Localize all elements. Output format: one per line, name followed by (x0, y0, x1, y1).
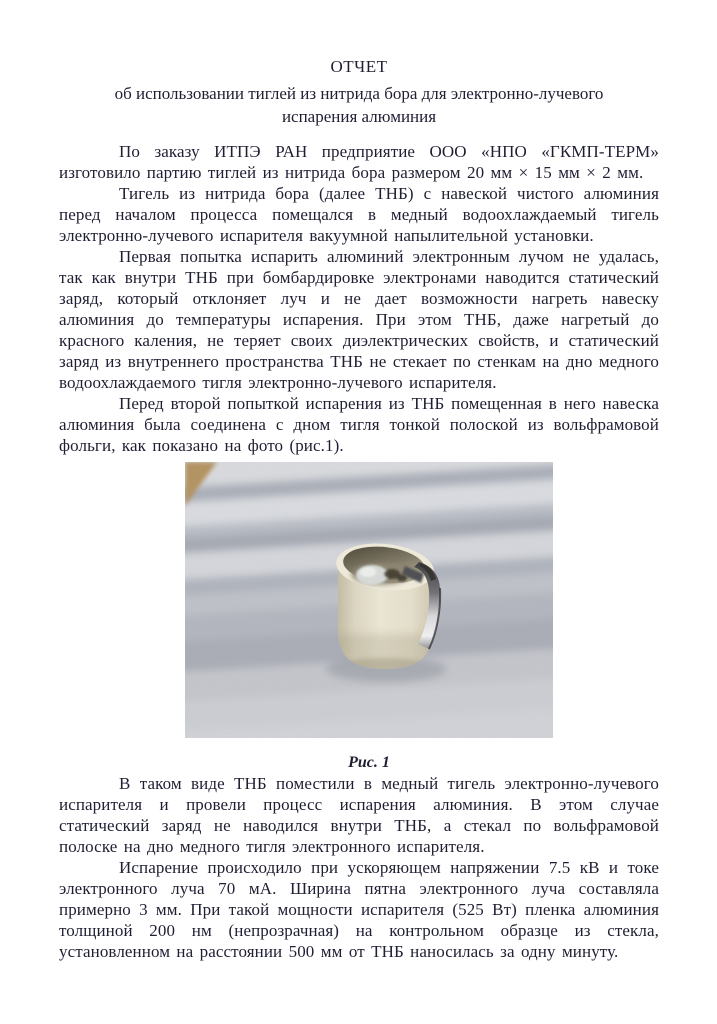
crucible-photo (185, 462, 553, 738)
report-title: ОТЧЕТ (330, 57, 388, 76)
figure-caption: Рис. 1 (348, 754, 390, 771)
report-subtitle: об использовании тиглей из нитрида бора для электронно-лучевого испарения алюминия (114, 84, 604, 126)
paragraph-5: В таком виде ТНБ поместили в медный тигель электронно-лучевого испарителя и провели процесс испарения алюминия. В этом случае статический заряд не наводился внутри ТНБ, а стекал по вольфрамовой полоске на дно медного тигля электронного испарителя. (59, 774, 659, 856)
paragraph-4: Перед второй попыткой испарения из ТНБ помещенная в него навеска алюминия была соединена с дном тигля тонкой полоской из вольфрамовой фольги, как показано на фото (рис.1). (59, 394, 659, 455)
paragraph-6: Испарение происходило при ускоряющем напряжении 7.5 кВ и токе электронного луча 70 мА. Ширина пятна электронного луча составляла примерно 3 мм. При такой мощности испарителя (525 Вт) пленка алюминия толщиной 200 нм (непрозрачная) на контрольном образце из стекла, установленном на расстоянии 500 мм от ТНБ наносилась за одну минуту. (59, 858, 659, 961)
report-body (59, 141, 659, 962)
paragraph-3: Первая попытка испарить алюминий электронным лучом не удалась, так как внутри ТНБ при бомбардировке электронами наводится статический заряд, который отклоняет луч и не дает возможности нагреть навеску алюминия до температуры испарения. При этом ТНБ, даже нагретый до красного каления, не теряет своих диэлектрических свойств, и статический заряд из внутреннего пространства ТНБ не стекает по стенкам на дно медного водоохлаждаемого тигля электронно-лучевого испарителя. (59, 247, 659, 392)
paragraph-2: Тигель из нитрида бора (далее ТНБ) с навеской чистого алюминия перед началом процесса помещался в медный водоохлаждаемый тигель электронно-лучевого испарителя вакуумной напылительной установки. (59, 184, 659, 245)
paragraph-1: По заказу ИТПЭ РАН предприятие ООО «НПО «ГКМП-ТЕРМ» изготовило партию тиглей из нитрида бора размером 20 мм × 15 мм × 2 мм. (59, 142, 659, 182)
photo-grain-overlay (185, 462, 553, 738)
figure-1 (185, 462, 553, 773)
